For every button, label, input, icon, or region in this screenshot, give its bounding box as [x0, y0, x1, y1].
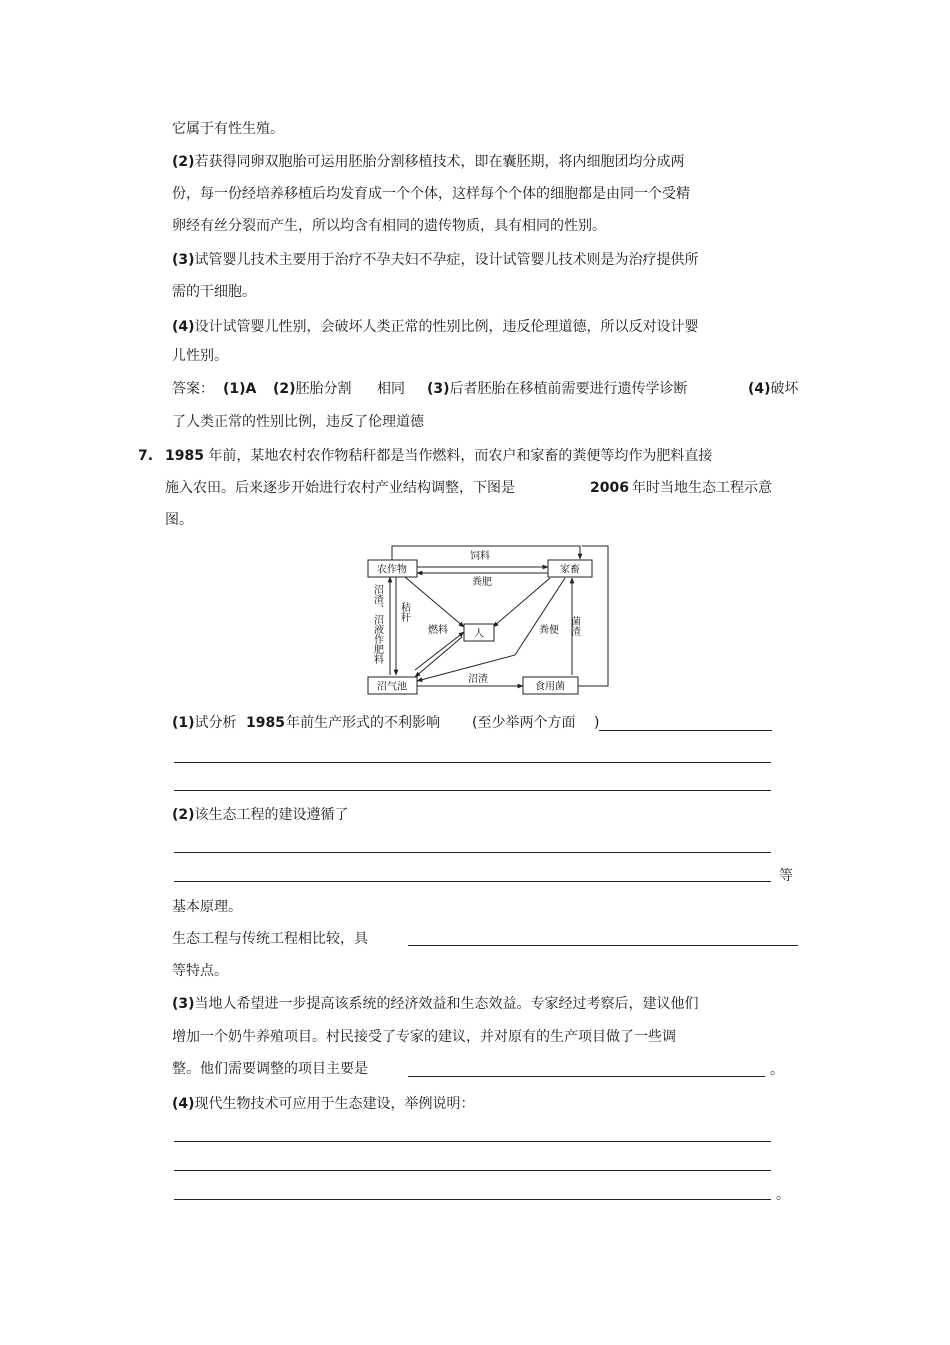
explanation-part-3: (3)试管婴儿技术主要用于治疗不孕夫妇不孕症，设计试管婴儿技术则是为治疗提供所	[172, 252, 699, 268]
answer-blank[interactable]	[174, 1141, 771, 1142]
answer-blank[interactable]	[174, 1170, 771, 1171]
answer-line-2: 了人类正常的性别比例，违反了伦理道德	[172, 414, 424, 430]
answer-2b: 相同	[377, 381, 405, 397]
question-line: 施入农田。后来逐步开始进行农村产业结构调整，下图是	[165, 480, 515, 496]
explanation-part-4: (4)设计试管婴儿性别，会破坏人类正常的性别比例，违反伦理道德，所以反对设计婴	[172, 319, 699, 335]
answer-blank[interactable]	[174, 881, 771, 882]
arrow-fuel	[415, 632, 464, 670]
node-human: 人	[474, 628, 484, 640]
explanation-part-2: (2)若获得同卵双胞胎可运用胚胎分割移植技术，即在囊胚期，将内细胞团均分成两	[172, 154, 685, 170]
node-livestock: 家畜	[560, 564, 580, 576]
subquestion-2-line: 基本原理。	[172, 899, 242, 915]
question-number: 7.	[138, 448, 154, 464]
answer-3: (3)后者胚胎在移植前需要进行遗传学诊断	[427, 381, 688, 397]
deng-char: 等	[779, 868, 793, 884]
subquestion-3-line: 整。他们需要调整的项目主要是	[172, 1061, 368, 1077]
arrow-livestock-human	[493, 578, 550, 627]
subquestion-1: (1)试分析	[172, 715, 237, 731]
answer-blank[interactable]	[408, 945, 798, 946]
subquestion-1-text: 年前生产形式的不利影响	[286, 715, 440, 731]
explanation-line: 需的干细胞。	[172, 284, 256, 300]
subquestion-1-hint-end: )	[594, 715, 600, 731]
answer-4: (4)破坏	[748, 381, 799, 397]
explanation-line: 它属于有性生殖。	[172, 121, 284, 137]
question-line: 年时当地生态工程示意	[632, 480, 772, 496]
subquestion-3-line: 增加一个奶牛养殖项目。村民接受了专家的建议，并对原有的生产项目做了一些调	[172, 1029, 676, 1045]
node-fungus: 食用菌	[535, 681, 565, 693]
answer-1: (1)A	[223, 381, 257, 397]
subquestion-1-hint: (至少举两个方面	[472, 715, 576, 731]
answer-blank[interactable]	[174, 762, 771, 763]
label-fungus-residue: 菌渣	[568, 616, 580, 636]
label-biogas-residue: 沼渣	[468, 674, 488, 685]
subquestion-2: (2)该生态工程的建设遵循了	[172, 807, 349, 823]
explanation-line: 份，每一份经培养移植后均发育成一个个体，这样每个个体的细胞都是由同一个受精	[172, 186, 690, 202]
eco-engineering-diagram	[360, 540, 615, 696]
label-feed: 饲料	[470, 551, 490, 562]
part-number: (2)	[172, 154, 195, 170]
answer-blank[interactable]	[174, 1199, 771, 1200]
answer-2: (2)胚胎分割	[273, 381, 352, 397]
period: 。	[770, 1062, 784, 1078]
label-manure: 粪肥	[472, 577, 492, 588]
label-biogas-fert: 沼渣、沼液作肥料	[371, 584, 383, 664]
subquestion-2-line: 生态工程与传统工程相比较，具	[172, 931, 368, 947]
arrow-crops-human	[405, 577, 464, 627]
question-line: 图。	[165, 512, 193, 528]
explanation-line: 儿性别。	[172, 348, 228, 364]
node-crops: 农作物	[377, 564, 407, 576]
part-number: (3)	[172, 252, 195, 268]
year-1985: 1985	[246, 715, 285, 731]
subquestion-2-line: 等特点。	[172, 963, 228, 979]
label-dung: 粪便	[539, 625, 559, 636]
label-straw: 秸秆	[398, 602, 410, 622]
answer-blank[interactable]	[174, 790, 771, 791]
subquestion-3: (3)当地人希望进一步提高该系统的经济效益和生态效益。专家经过考察后，建议他们	[172, 996, 699, 1012]
subquestion-4: (4)现代生物技术可应用于生态建设，举例说明：	[172, 1096, 475, 1112]
answer-blank[interactable]	[599, 730, 772, 731]
answer-label: 答案：	[172, 381, 214, 397]
answer-blank[interactable]	[174, 852, 771, 853]
answer-blank[interactable]	[408, 1076, 765, 1077]
period: 。	[776, 1187, 790, 1203]
node-biogas: 沼气池	[377, 681, 407, 693]
label-fuel: 燃料	[428, 625, 448, 636]
part-number: (4)	[172, 319, 195, 335]
explanation-line: 卵经有丝分裂而产生，所以均含有相同的遗传物质，具有相同的性别。	[172, 218, 606, 234]
year-2006: 2006	[590, 480, 629, 496]
question-line: 1985 年前，某地农村农作物秸秆都是当作燃料，而农户和家畜的粪便等均作为肥料直接	[165, 448, 713, 464]
